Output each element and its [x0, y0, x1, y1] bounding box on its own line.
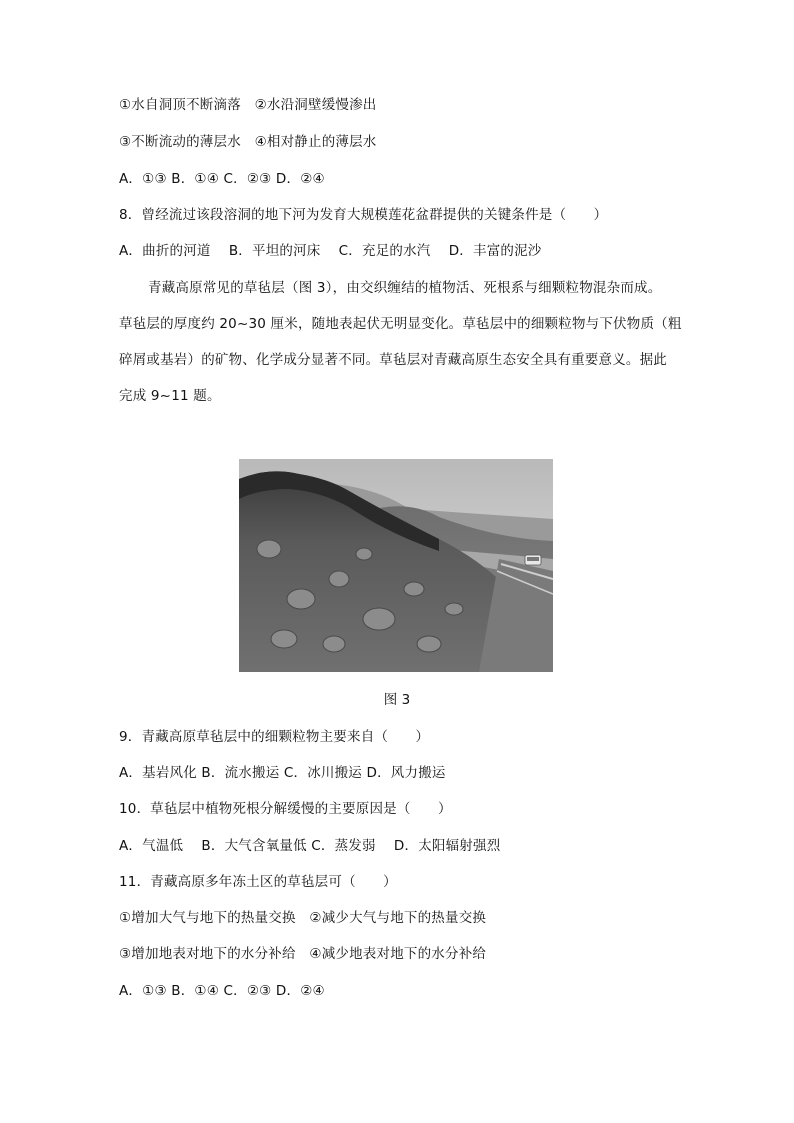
q7-choices: A．①③ B．①④ C．②③ D．②④: [119, 171, 325, 187]
q8-choices: A．曲折的河道 B．平坦的河床 C．充足的水汽 D．丰富的泥沙: [119, 243, 542, 259]
q9-stem: 9．青藏高原草毡层中的细颗粒物主要来自（ ）: [119, 729, 430, 745]
figure-3-photo: [239, 459, 553, 672]
q10-stem: 10．草毡层中植物死根分解缓慢的主要原因是（ ）: [119, 801, 452, 817]
passage-line-3: 碎屑或基岩）的矿物、化学成分显著不同。草毡层对青藏高原生态安全具有重要意义。据此: [119, 352, 667, 368]
q11-choices: A．①③ B．①④ C．②③ D．②④: [119, 983, 325, 999]
q10-choices: A．气温低 B．大气含氧量低 C．蒸发弱 D．太阳辐射强烈: [119, 838, 501, 854]
q7-option-line-1: ①水自洞顶不断滴落 ②水沿洞壁缓慢渗出: [119, 97, 377, 113]
grassland-soil-profile-illustration: [239, 459, 553, 672]
q11-option-line-2: ③增加地表对地下的水分补给 ④减少地表对地下的水分补给: [119, 946, 487, 962]
q11-stem: 11．青藏高原多年冻土区的草毡层可（ ）: [119, 874, 397, 890]
figure-caption: 图 3: [383, 692, 411, 708]
passage-line-2: 草毡层的厚度约 20~30 厘米，随地表起伏无明显变化。草毡层中的细颗粒物与下伏物质（粗: [119, 316, 682, 332]
passage-line-4: 完成 9~11 题。: [119, 388, 221, 404]
q11-option-line-1: ①增加大气与地下的热量交换 ②减少大气与地下的热量交换: [119, 910, 487, 926]
q8-stem: 8．曾经流过该段溶洞的地下河为发育大规模莲花盆群提供的关键条件是（ ）: [119, 207, 608, 223]
passage-line-1: 青藏高原常见的草毡层（图 3），由交织缠结的植物活、死根系与细颗粒物混杂而成。: [148, 280, 662, 296]
q9-choices: A．基岩风化 B．流水搬运 C．冰川搬运 D．风力搬运: [119, 765, 446, 781]
q7-option-line-2: ③不断流动的薄层水 ④相对静止的薄层水: [119, 134, 377, 150]
